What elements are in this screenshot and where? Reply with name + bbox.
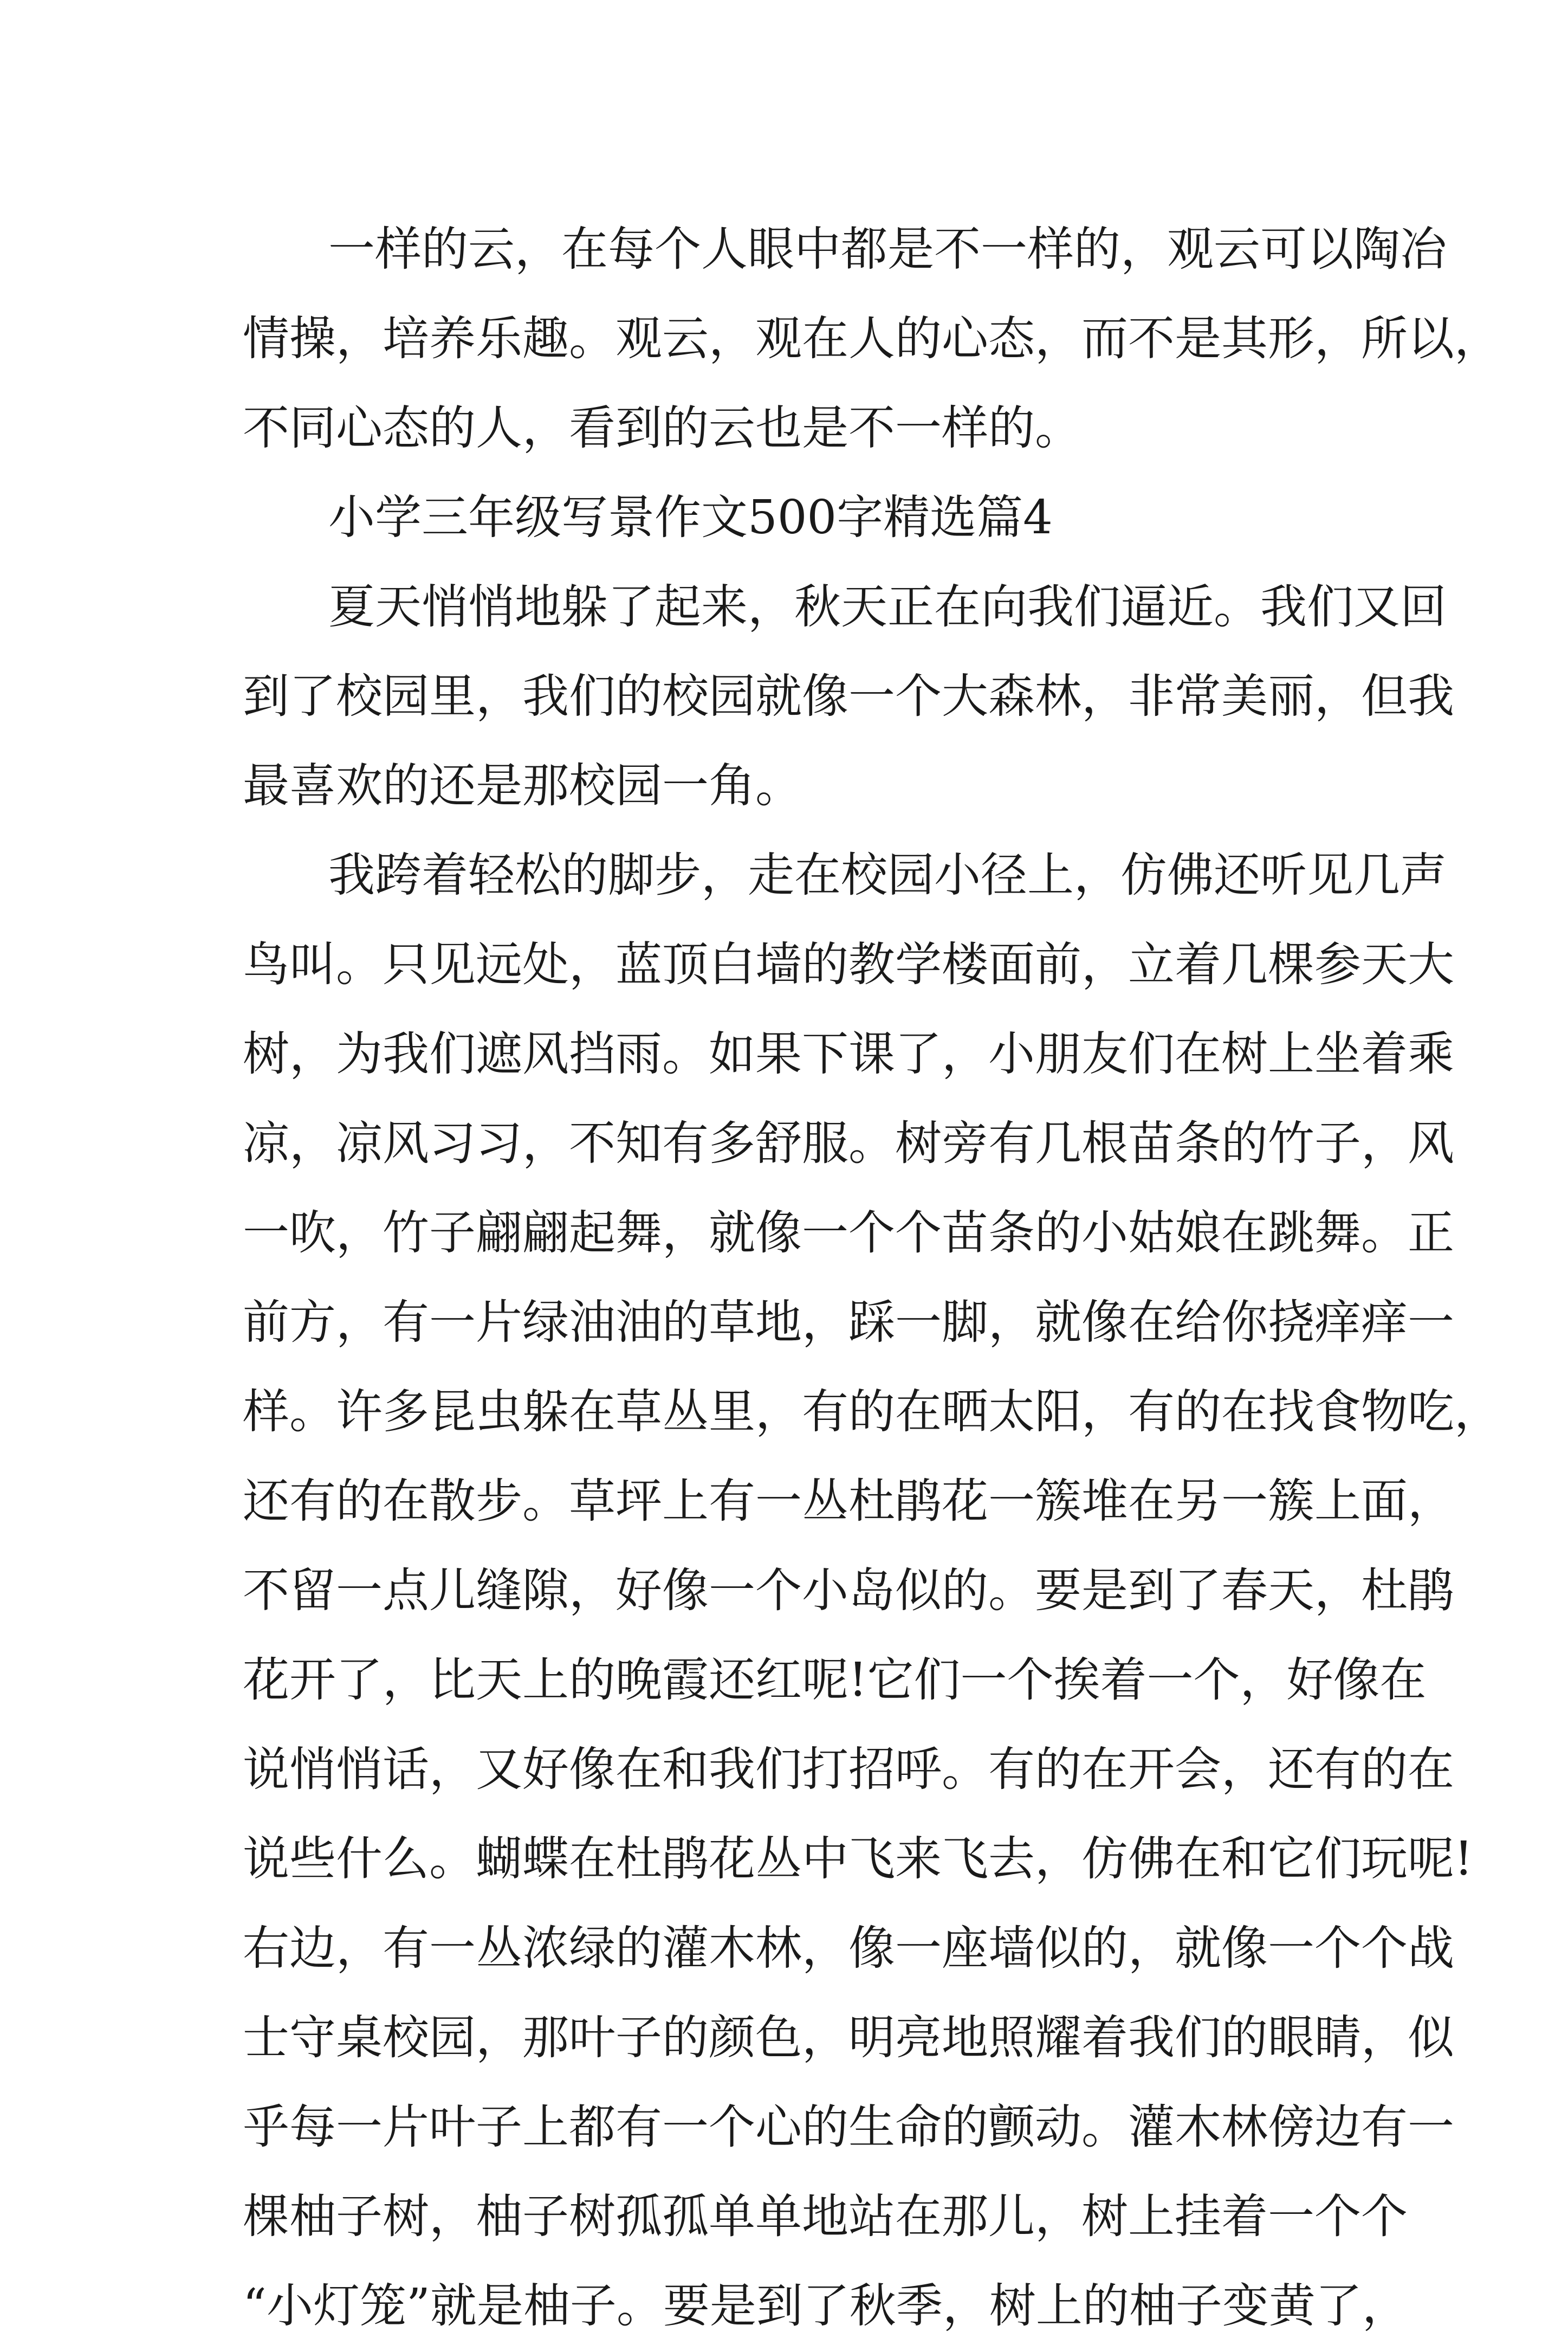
paragraph-line: 不留一点儿缝隙，好像一个小岛似的。要是到了春天，杜鹃: [243, 1564, 1454, 1618]
paragraph-line: 鸟叫。只见远处，蓝顶白墙的教学楼面前，立着几棵参天大: [243, 938, 1454, 992]
paragraph-line: 说些什么。蝴蝶在杜鹃花丛中飞来飞去，仿佛在和它们玩呢!: [243, 1832, 1473, 1886]
paragraph-line: 前方，有一片绿油油的草地，踩一脚，就像在给你挠痒痒一: [243, 1295, 1454, 1349]
paragraph-line: “小灯笼”就是柚子。要是到了秋季，树上的柚子变黄了，: [243, 2279, 1409, 2333]
paragraph-line: 棵柚子树，柚子树孤孤单单地站在那儿，树上挂着一个个: [243, 2189, 1408, 2244]
paragraph-line: 士守桌校园，那叶子的颜色，明亮地照耀着我们的眼睛，似: [243, 2011, 1454, 2065]
paragraph-line: 夏天悄悄地躲了起来，秋天正在向我们逼近。我们又回: [328, 580, 1447, 634]
paragraph-line: 凉，凉风习习，不知有多舒服。树旁有几根苗条的竹子，风: [243, 1116, 1454, 1171]
paragraph-line: 最喜欢的还是那校园一角。: [243, 759, 802, 813]
paragraph-line: 样。许多昆虫躲在草丛里，有的在晒太阳，有的在找食物吃，: [243, 1385, 1501, 1439]
paragraph-line: 我跨着轻松的脚步，走在校园小径上，仿佛还听见几声: [328, 848, 1447, 902]
paragraph-line: 还有的在散步。草坪上有一丛杜鹃花一簇堆在另一簇上面，: [243, 1474, 1454, 1528]
paragraph-line: 乎每一片叶子上都有一个心的生命的颤动。灌木林傍边有一: [243, 2100, 1454, 2154]
paragraph-line: 说悄悄话，又好像在和我们打招呼。有的在开会，还有的在: [243, 1742, 1454, 1797]
paragraph-line: 一样的云，在每个人眼中都是不一样的，观云可以陶冶: [328, 222, 1447, 276]
paragraph-line: 到了校园里，我们的校园就像一个大森林，非常美丽，但我: [243, 669, 1454, 724]
section-heading: 小学三年级写景作文500字精选篇4: [328, 490, 1053, 545]
paragraph-line: 一吹，竹子翩翩起舞，就像一个个苗条的小姑娘在跳舞。正: [243, 1206, 1454, 1260]
paragraph-line: 花开了，比天上的晚霞还红呢!它们一个挨着一个，好像在: [243, 1653, 1427, 1707]
paragraph-line: 右边，有一丛浓绿的灌木林，像一座墙似的，就像一个个战: [243, 1921, 1454, 1975]
paragraph-line: 不同心态的人，看到的云也是不一样的。: [243, 401, 1081, 455]
paragraph-line: 情操，培养乐趣。观云，观在人的心态，而不是其形，所以，: [243, 312, 1501, 366]
paragraph-line: 树，为我们遮风挡雨。如果下课了，小朋友们在树上坐着乘: [243, 1027, 1454, 1081]
body-text: [243, 205, 1501, 2351]
